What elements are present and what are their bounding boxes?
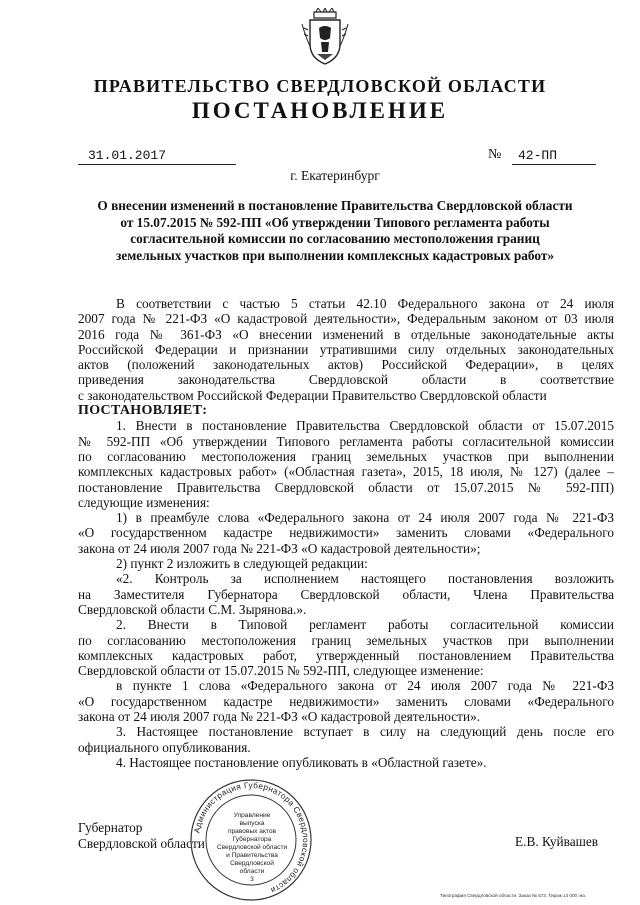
text-line: Российской Федерации и признании утратившими силу отдельных законодательных [78, 341, 614, 357]
stamp-line: и Правительства [226, 852, 278, 859]
text-line: Свердловской области от 15.07.2015 № 592-ПП, следующее изменение: [78, 663, 484, 679]
government-title: ПРАВИТЕЛЬСТВО СВЕРДЛОВСКОЙ ОБЛАСТИ [93, 76, 547, 96]
text-line: по согласованию местоположения границ земельных участков при выполнении [78, 632, 614, 648]
stamp-line: области [239, 868, 265, 875]
text-line: 2) пункт 2 изложить в следующей редакции: [116, 556, 368, 572]
text-line: официального опубликования. [78, 739, 251, 755]
text-line: приведения законодательства Свердловской области в соответствие [78, 372, 614, 388]
heading-line: согласительной комиссии по согласованию местоположения границ [130, 231, 540, 247]
document-number: 42-ПП [512, 148, 596, 165]
signatory-post-line: Губернатор [78, 820, 143, 835]
text-line: 1) в преамбуле слова «Федерального закона от 24 июля 2007 года № 221-ФЗ [116, 510, 614, 526]
text-line: 2016 года № 361-ФЗ «О внесении изменений в отдельные законодательные акты [78, 326, 614, 342]
stamp-line: Свердловской [230, 860, 274, 867]
text-line: 2. Внести в Типовой регламент работы согласительной комиссии [116, 617, 614, 633]
resolve-word: ПОСТАНОВЛЯЕТ: [78, 403, 208, 419]
heading-line: от 15.07.2015 № 592-ПП «Об утверждении Типового регламента работы [120, 214, 550, 230]
paragraph-item-4 [78, 755, 614, 770]
text-line: комплексных кадастровых работ» («Областная газета», 2015, 18 июля, № 127) (далее – [78, 464, 614, 480]
stamp-center-text [214, 812, 290, 884]
text-line: В соответствии с частью 5 статьи 42.10 Федерального закона от 24 июля [116, 296, 614, 311]
stamp-ring-text: Администрация Губернатора Свердловской области [192, 780, 311, 895]
heading-line: О внесении изменений в постановление Правительства Свердловской области [97, 198, 573, 213]
document-heading [70, 198, 600, 264]
text-line: 1. Внести в постановление Правительства Свердловской области от 15.07.2015 [116, 418, 614, 434]
paragraph-resolve [78, 403, 614, 418]
text-line: с законодательством Российской Федерации Правительство Свердловской области [78, 387, 547, 403]
text-line: постановление Правительства Свердловской области от 15.07.2015 № 592-ПП) [78, 479, 614, 495]
text-line: «2. Контроль за исполнением настоящего постановления возложить [116, 571, 614, 587]
printing-note: Типография Свердловской области. Заказ № 573. Тираж 14 000 экз. [440, 893, 587, 898]
paragraph-preamble [78, 296, 614, 403]
paragraph-subitem-2 [78, 556, 614, 571]
text-line: Свердловской области С.М. Зырянова.». [78, 601, 307, 617]
stamp-line: правовых актов [227, 828, 277, 835]
paragraph-item-3 [78, 724, 614, 755]
text-line: закона от 24 июля 2007 года № 221-ФЗ «О кадастровой деятельности». [78, 709, 481, 725]
text-line: актов (положений законодательных актов) Российской Федерации», в целях [78, 357, 614, 373]
signatory-post-line: Свердловской области [78, 836, 205, 851]
heading-line: земельных участков при выполнении комплексных кадастровых работ» [115, 247, 555, 263]
text-line: № 592-ПП «Об утверждении Типового регламента работы согласительной комиссии [78, 433, 614, 449]
signatory-name: Е.В. Куйвашев [515, 834, 599, 849]
stamp-line: 3 [250, 876, 254, 883]
stamp-line: выпуска [239, 820, 265, 827]
city: г. Екатеринбург [290, 168, 380, 183]
text-line: по согласованию местоположения границ земельных участков при выполнении [78, 448, 614, 464]
paragraph-item-2 [78, 617, 614, 678]
document-body [78, 296, 614, 770]
text-line: «О государственном кадастре недвижимости» заменить словами «Федерального [78, 693, 614, 709]
text-line: в пункте 1 слова «Федерального закона от 24 июля 2007 года № 221-ФЗ [116, 678, 614, 694]
paragraph-subitem-1 [78, 510, 614, 556]
text-line: 2007 года № 221-ФЗ «О кадастровой деятельности», Федеральным законом от 03 июля [78, 311, 614, 327]
signatory-post [78, 820, 205, 852]
paragraph-new-clause [78, 571, 614, 617]
coat-of-arms-icon [300, 8, 350, 66]
text-line: закона от 24 июля 2007 года № 221-ФЗ «О кадастровой деятельности»; [78, 540, 481, 556]
stamp-line: Губернатора [232, 836, 272, 843]
text-line: на Заместителя Губернатора Свердловской области, Члена Правительства [78, 586, 614, 602]
text-line: 3. Настоящее постановление вступает в силу на следующий день после его [116, 724, 614, 740]
text-line: «О государственном кадастре недвижимости» заменить словами «Федерального [78, 525, 614, 541]
document-date: 31.01.2017 [78, 148, 236, 165]
document-type: ПОСТАНОВЛЕНИЕ [191, 98, 449, 123]
stamp-line: Управление [233, 812, 271, 819]
paragraph-item-2-change [78, 678, 614, 724]
text-line: 4. Настоящее постановление опубликовать в «Областной газете». [116, 754, 487, 770]
number-sign: № [488, 147, 502, 162]
text-line: следующие изменения: [78, 494, 210, 510]
stamp-line: Свердловской области [216, 844, 288, 851]
text-line: комплексных кадастровых работ, утвержденный постановлением Правительства [78, 647, 614, 663]
paragraph-item-1 [78, 418, 614, 510]
